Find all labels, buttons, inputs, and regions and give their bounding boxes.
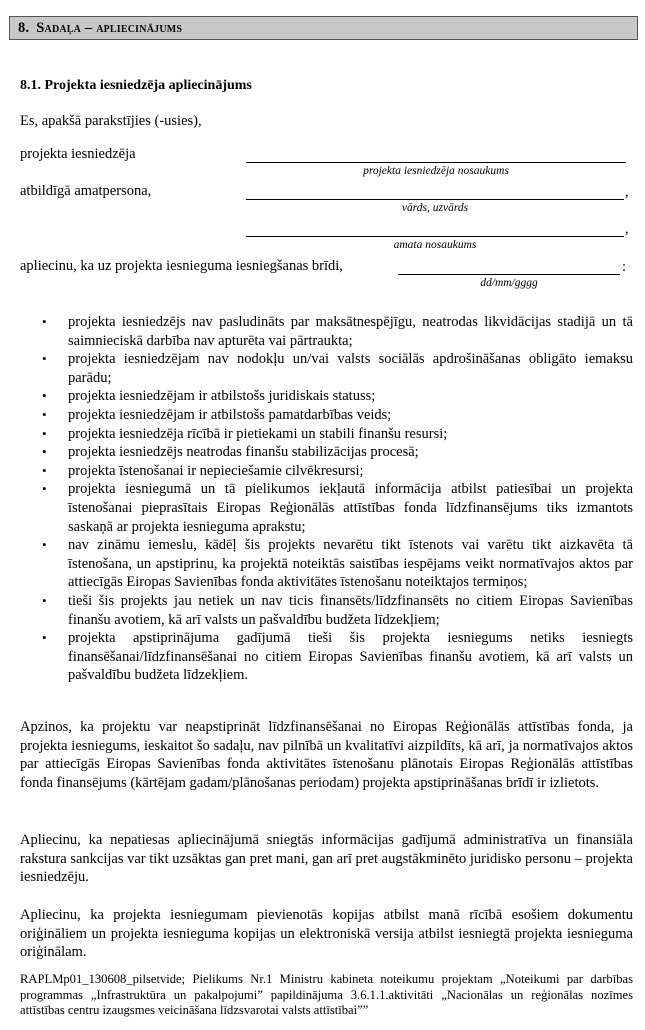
official-name-line[interactable]: [246, 199, 624, 200]
position-comma: ,: [625, 221, 629, 237]
paragraph-awareness: Apzinos, ka projektu var neapstiprināt līdzfinansēšanai no Eiropas Reģionālās attīstības fonda, ja projekta iesniegums, ieskaitot šo sadaļu, nav pilnībā un kvalitatīvi aizpildīts, kā arī, ja normatīvajos aktos par attiecīgās Eiropas Savienības fonda aktivitātes īstenošanu plānotais Eiropas Reģionālās attīstības fonda finansējums (kārtējam gadam/plānošanas periodam) projekta apstiprināšanas brīdī ir izlietots.: [20, 719, 633, 792]
applicant-caption: projekta iesniedzēja nosaukums: [363, 165, 509, 177]
date-label: apliecinu, ka uz projekta iesnieguma iesniegšanas brīdi,: [20, 258, 343, 274]
list-item: • projekta iesniedzēja rīcībā ir pietiekami un stabili finanšu resursi;: [42, 425, 448, 442]
bullet-icon: •: [42, 630, 47, 646]
list-item: • nav zināmu iemeslu, kādēļ šis projekts nevarētu tikt īstenots vai varētu tikt aizkavēta tā īstenošana, un apstiprinu, ka projektā noteiktās saistības iespējams veikt normatīvajos aktos par attiecīgās Eiropas Savienības fonda aktivitātes īstenošanu noteiktajos termiņos;: [42, 537, 633, 591]
declaration-list: [20, 313, 633, 685]
bullet-icon: •: [42, 462, 47, 478]
list-item: • projekta iesniedzējam nav nodokļu un/vai valsts sociālās apdrošināšanas obligāto iemaksu parādu;: [42, 351, 633, 386]
date-line[interactable]: [398, 274, 620, 275]
paragraph-sanctions: Apliecinu, ka nepatiesas apliecinājumā sniegtās informācijas gadījumā administratīva un finansiāla rakstura sankcijas var tikt uzsāktas gan pret mani, gan arī pret augstākminēto juridisko personu – projekta iesniedzēju.: [20, 832, 633, 886]
paragraph-copies: Apliecinu, ka projekta iesniegumam pievienotās kopijas atbilst manā rīcībā esošiem dokumentu oriģināliem un projekta iesnieguma kopijas un elektroniskā versija atbilst iesniegtā projekta iesnieguma oriģinālam.: [20, 907, 633, 961]
date-colon: :: [622, 259, 627, 275]
date-caption: dd/mm/gggg: [480, 277, 538, 289]
list-item: • projekta iesniedzējs nav pasludināts par maksātnespējīgu, neatrodas likvidācijas stadijā un tā saimnieciskā darbība nav apturēta vai pārtraukta;: [42, 314, 633, 349]
position-caption: amata nosaukums: [393, 239, 477, 251]
subsection-title: 8.1. Projekta iesniedzēja apliecinājums: [20, 78, 252, 93]
section-title: Sadaļa – apliecinājums: [36, 19, 183, 36]
bullet-icon: •: [42, 481, 47, 497]
name-caption: vārds, uzvārds: [401, 202, 469, 214]
section-number: 8.: [18, 19, 30, 36]
list-item: • projekta iesniedzējs neatrodas finanšu stabilizācijas procesā;: [42, 444, 419, 461]
bullet-icon: •: [42, 351, 47, 367]
list-item: • projekta iesniedzējam ir atbilstošs juridiskais statuss;: [42, 388, 376, 405]
section-header: [9, 16, 638, 40]
bullet-icon: •: [42, 537, 47, 553]
list-item: • projekta iesniedzējam ir atbilstošs pamatdarbības veids;: [42, 406, 392, 423]
bullet-icon: •: [42, 444, 47, 460]
bullet-icon: •: [42, 406, 47, 422]
applicant-label: projekta iesniedzēja: [20, 146, 136, 162]
bullet-icon: •: [42, 425, 47, 441]
list-item: • projekta iesniegumā un tā pielikumos iekļautā informācija atbilst patiesībai un projekta īstenošanai pieprasītais Eiropas Reģionālās attīstības fonda līdzfinansējums tiks izmantots saskaņā ar projekta iesnieguma aprakstu;: [42, 481, 633, 535]
intro-text: Es, apakšā parakstījies (-usies),: [20, 113, 202, 129]
bullet-icon: •: [42, 592, 47, 608]
bullet-icon: •: [42, 314, 47, 329]
bullet-icon: •: [42, 388, 47, 404]
position-line[interactable]: [246, 236, 624, 237]
official-label: atbildīgā amatpersona,: [20, 183, 152, 199]
page-footer: RAPLMp01_130608_pilsetvide; Pielikums Nr.1 Ministru kabineta noteikumu projektam „Noteikumi par darbības programmas „Infrastruktūra un pakalpojumi” papildinājuma 3.6.1.1.aktivitāti „Nacionālas un reģionālas nozīmes attīstības centru izaugsmes veicināšana līdzsvarotai valsts attīstībai””: [20, 972, 633, 1017]
applicant-name-line[interactable]: [246, 162, 626, 163]
list-item: • tieši šis projekts jau netiek un nav ticis finansēts/līdzfinansēts no citiem Eiropas Savienības finanšu avotiem, kā arī valsts un pašvaldību budžeta līdzekļiem;: [42, 592, 633, 628]
list-item: • projekta apstiprinājuma gadījumā tieši šis projekta iesniegums netiks iesniegts finansēšanai/līdzfinansēšanai no citiem Eiropas Savienības finanšu avotiem, kā arī valsts un pašvaldību budžeta līdzekļiem.: [42, 630, 633, 684]
official-comma: ,: [625, 184, 629, 200]
list-item: • projekta īstenošanai ir nepieciešamie cilvēkresursi;: [42, 462, 364, 479]
